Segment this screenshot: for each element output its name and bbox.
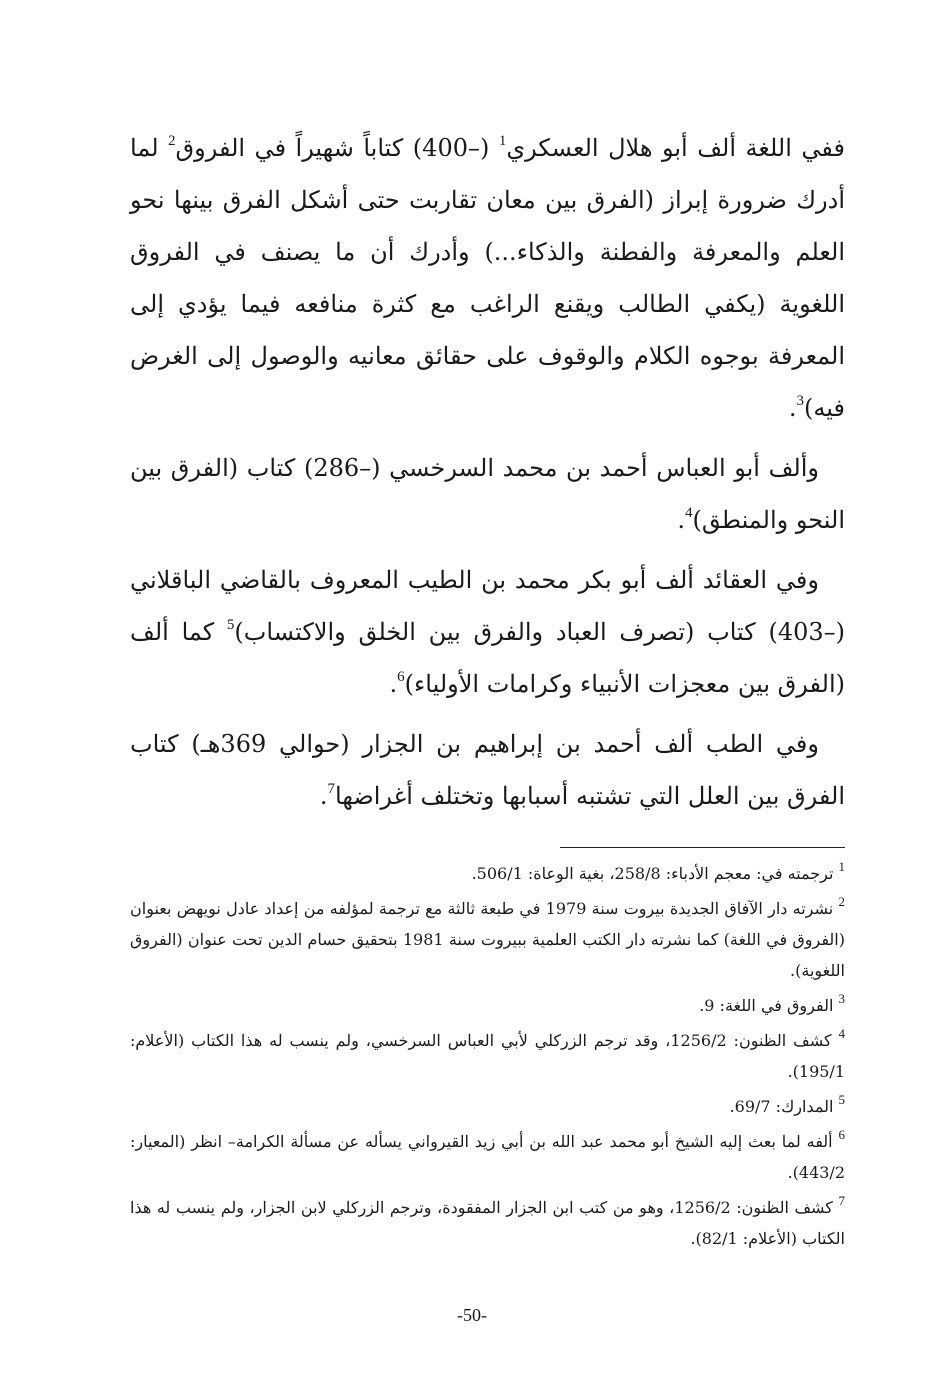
paragraph-text: لما أدرك ضرورة إبراز (الفرق بين معان تقاربت حتى أشكل الفرق بينها نحو العلم والمعرفة والفطنة والذكاء...) وأدرك أن ما يصنف في الفروق اللغوية (يكفي الطالب ويقنع الراغب مع كثرة منافعه فيما يؤدي إلى المعرفة بوجوه الكلام والوقوف على حقائق معانيه والوصول إلى الغرض فيه) <box>130 134 846 422</box>
footnote-marker: 4 <box>685 505 693 521</box>
paragraph-text: . <box>788 394 797 422</box>
footnote <box>130 1025 845 1087</box>
footnote-text: نشرته دار الآفاق الجديدة بيروت سنة 1979 في طبعة ثالثة مع ترجمة لمؤلفه من إعداد عادل نويهض بعنوان (الفروق في اللغة) كما نشرته دار الكتب العلمية ببيروت سنة 1981 بتحقيق حسام الدين تحت عنوان (الفروق اللغوية). <box>130 899 845 980</box>
footnote-number: 1 <box>838 859 845 874</box>
footnote-marker: 3 <box>796 393 805 409</box>
page-number: -50- <box>457 1305 487 1325</box>
paragraph <box>130 554 845 710</box>
paragraph-text: . <box>319 782 328 810</box>
paragraph-text: وفي الطب ألف أحمد بن إبراهيم بن الجزار (حوالي 369هـ) كتاب الفرق بين العلل التي تشتبه أسبابها وتختلف أغراضها <box>130 730 845 810</box>
footnote-number: 5 <box>838 1092 845 1107</box>
footnote-text: كشف الظنون: 1256/2، وقد ترجم الزركلي لأبي العباس السرخسي، ولم ينسب له هذا الكتاب (الأعلام: 195/1). <box>130 1031 845 1081</box>
footnote <box>130 1126 845 1188</box>
footnote <box>130 893 845 986</box>
footnote <box>130 858 845 889</box>
paragraph-text: وفي العقائد ألف أبو بكر محمد بن الطيب المعروف بالقاضي الباقلاني (–403) كتاب (تصرف العباد والفرق بين الخلق والاكتساب) <box>130 566 845 646</box>
paragraph <box>130 442 845 546</box>
footnote-marker: 1 <box>498 133 507 149</box>
footnote-text: ترجمته في: معجم الأدباء: 258/8، بغية الوعاة: 506/1. <box>471 864 834 883</box>
paragraph-text: وألف أبو العباس أحمد بن محمد السرخسي (–286) كتاب (الفرق بين النحو والمنطق) <box>130 454 845 534</box>
footnote-separator <box>560 847 845 848</box>
paragraph-text: كما ألف (الفرق بين معجزات الأنبياء وكرامات الأولياء) <box>130 618 845 698</box>
footnote <box>130 1192 845 1254</box>
footnote-number: 3 <box>838 991 845 1006</box>
paragraph-text: . <box>389 670 398 698</box>
paragraph-text: ففي اللغة ألف أبو هلال العسكري <box>506 134 846 162</box>
footnote <box>130 1091 845 1122</box>
main-text <box>130 122 845 822</box>
footnotes <box>130 858 845 1258</box>
paragraph-text: (–400) كتاباً شهيراً في الفروق <box>175 134 499 162</box>
footnote-marker: 2 <box>168 133 176 149</box>
footnote-text: الفروق في اللغة: 9. <box>699 996 834 1015</box>
footnote-number: 6 <box>838 1127 845 1142</box>
footnote-number: 2 <box>838 894 845 909</box>
footnote-marker: 7 <box>327 781 335 797</box>
footnote-text: ألفه لما بعث إليه الشيخ أبو محمد عبد الله بن أبي زيد القيرواني يسأله عن مسألة الكرامة– انظر (المعيار: 443/2). <box>130 1132 845 1182</box>
footnote-number: 4 <box>838 1026 845 1041</box>
footnote-text: كشف الظنون: 1256/2، وهو من كتب ابن الجزار المفقودة، وترجم الزركلي لابن الجزار، ولم ينسب له هذا الكتاب (الأعلام: 82/1). <box>130 1198 845 1248</box>
footnote <box>130 990 845 1021</box>
footnote-marker: 6 <box>397 669 405 685</box>
paragraph-text: . <box>677 506 685 534</box>
footnote-marker: 5 <box>226 617 235 633</box>
footnote-text: المدارك: 69/7. <box>729 1097 834 1116</box>
paragraph <box>130 718 845 822</box>
footnote-number: 7 <box>838 1193 846 1208</box>
paragraph <box>130 122 845 434</box>
book-page <box>130 0 845 1375</box>
